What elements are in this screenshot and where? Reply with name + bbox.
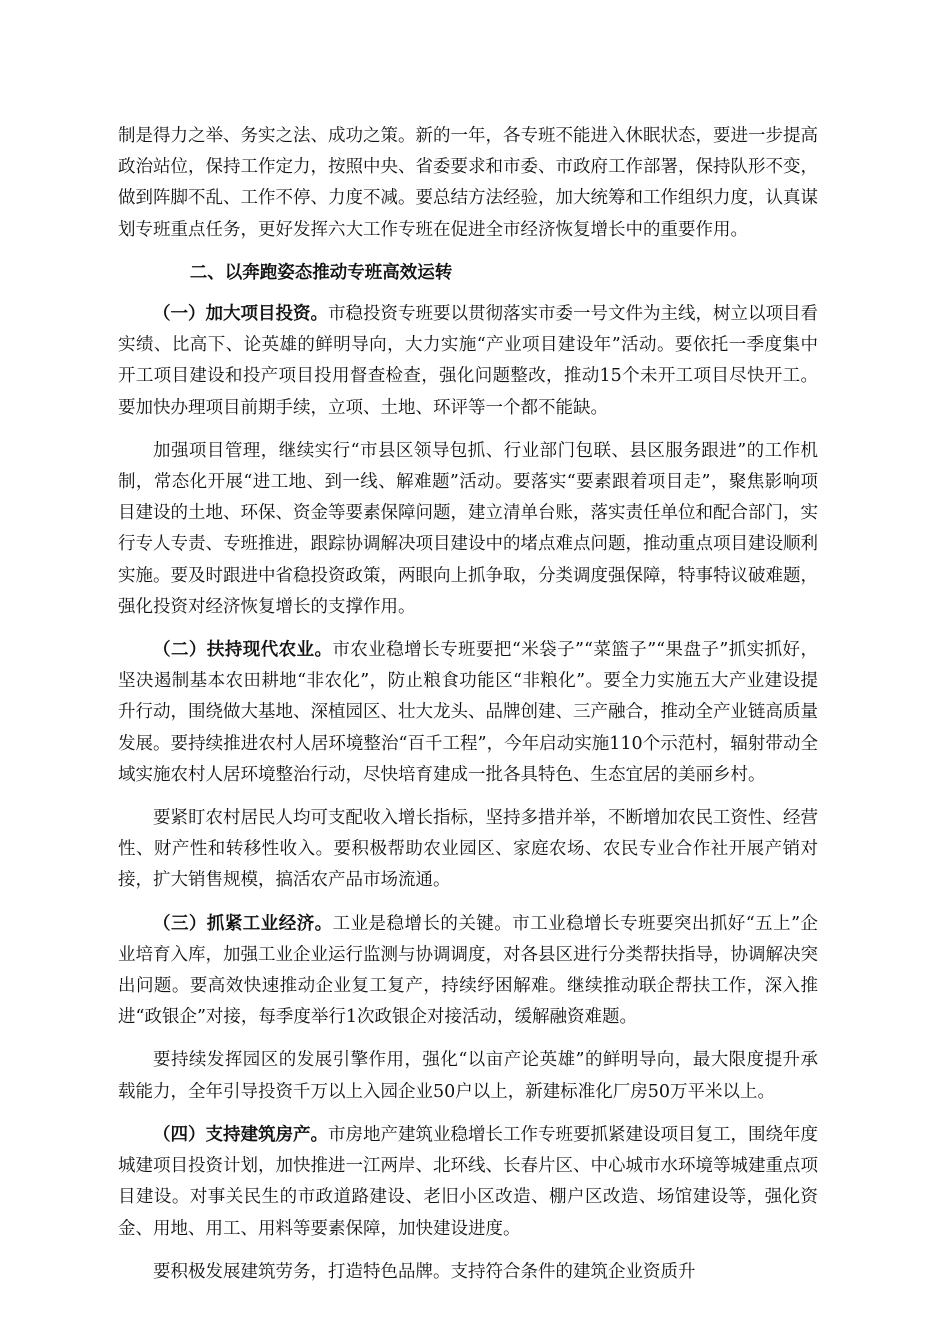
paragraph-lead: （四）支持建筑房产。 bbox=[153, 1124, 328, 1145]
paragraph-text: 市农业稳增长专班要把“米袋子”“菜篮子”“果盘子”抓实抓好，坚决遏制基本农田耕地“非农化”，防止粮食功能区“非粮化”。要全力实施五大产业建设提升行动，围绕做大基地、深植园区、壮大龙头、品牌创建、三产融合，推动全产业链高质量发展。要持续推进农村人居环境整治“百千工程”，今年启动实施110个示范村，辐射带动全域实施农村人居环境整治行动，尽快培育建成一批各具特色、生态宜居的美丽乡村。 bbox=[118, 640, 819, 785]
paragraph-intro bbox=[118, 121, 818, 246]
paragraph-lead: （三）抓紧工业经济。 bbox=[153, 913, 333, 934]
paragraph-modern-agriculture bbox=[118, 635, 818, 791]
paragraph-project-investment bbox=[118, 299, 818, 424]
paragraph-construction-realestate bbox=[118, 1120, 818, 1245]
paragraph-text: 要持续发挥园区的发展引擎作用，强化“以亩产论英雄”的鲜明导向，最大限度提升承载能力，全年引导投资千万以上入园企业50户以上，新建标准化厂房50万平米以上。 bbox=[118, 1050, 818, 1102]
paragraph-text: 要积极发展建筑劳务，打造特色品牌。支持符合条件的建筑企业资质升 bbox=[153, 1261, 696, 1282]
paragraph-industrial-parks bbox=[118, 1045, 818, 1107]
paragraph-industrial-economy bbox=[118, 909, 818, 1034]
paragraph-farmer-income bbox=[118, 803, 818, 897]
paragraph-project-management bbox=[118, 436, 818, 623]
paragraph-construction-labor bbox=[118, 1257, 818, 1288]
paragraph-text: 要紧盯农村居民人均可支配收入增长指标，坚持多措并举，不断增加农民工资性、经营性、财产性和转移性收入。要积极帮助农业园区、家庭农场、农民专业合作社开展产销对接，扩大销售规模，搞活农产品市场流通。 bbox=[118, 808, 818, 891]
document-page bbox=[118, 121, 818, 1300]
paragraph-lead: （二）扶持现代农业。 bbox=[153, 640, 333, 661]
section-heading: 二、以奔跑姿态推动专班高效运转 bbox=[189, 262, 453, 283]
paragraph-text: 市房地产建筑业稳增长工作专班要抓紧建设项目复工，围绕年度城建项目投资计划，加快推进一江两岸、北环线、长春片区、中心城市水环境等城建重点项目建设。对事关民生的市政道路建设、老旧小区改造、棚户区改造、场馆建设等，强化资金、用地、用工、用料等要素保障，加快建设进度。 bbox=[118, 1124, 818, 1239]
paragraph-text: 加强项目管理，继续实行“市县区领导包抓、行业部门包联、县区服务跟进”的工作机制，常态化开展“进工地、到一线、解难题”活动。要落实“要素跟着项目走”，聚焦影响项目建设的土地、环保、资金等要素保障问题，建立清单台账，落实责任单位和配合部门，实行专人专责、专班推进，跟踪协调解决项目建设中的堵点难点问题，推动重点项目建设顺利实施。要及时跟进中省稳投资政策，两眼向上抓争取，分类调度强保障，特事特议破难题，强化投资对经济恢复增长的支撑作用。 bbox=[118, 440, 818, 617]
paragraph-text: 制是得力之举、务实之法、成功之策。新的一年，各专班不能进入休眠状态，要进一步提高政治站位，保持工作定力，按照中央、省委要求和市委、市政府工作部署，保持队形不变，做到阵脚不乱、工作不停、力度不减。要总结方法经验，加大统筹和工作组织力度，认真谋划专班重点任务，更好发挥六大工作专班在促进全市经济恢复增长中的重要作用。 bbox=[118, 126, 818, 240]
paragraph-text: 工业是稳增长的关键。市工业稳增长专班要突出抓好“五上”企业培育入库，加强工业企业运行监测与协调调度，对各县区进行分类帮扶指导，协调解决突出问题。要高效快速推动企业复工复产，持续纾困解难。继续推动联企帮扶工作，深入推进“政银企”对接，每季度举行1次政银企对接活动，缓解融资难题。 bbox=[118, 913, 818, 1028]
paragraph-lead: （一）加大项目投资。 bbox=[153, 304, 328, 325]
paragraph-text: 市稳投资专班要以贯彻落实市委一号文件为主线，树立以项目看实绩、比高下、论英雄的鲜明导向，大力实施“产业项目建设年”活动。要依托一季度集中开工项目建设和投产项目投用督查检查，强化问题整改，推动15个未开工项目尽快开工。要加快办理项目前期手续，立项、土地、环评等一个都不能缺。 bbox=[118, 304, 818, 418]
